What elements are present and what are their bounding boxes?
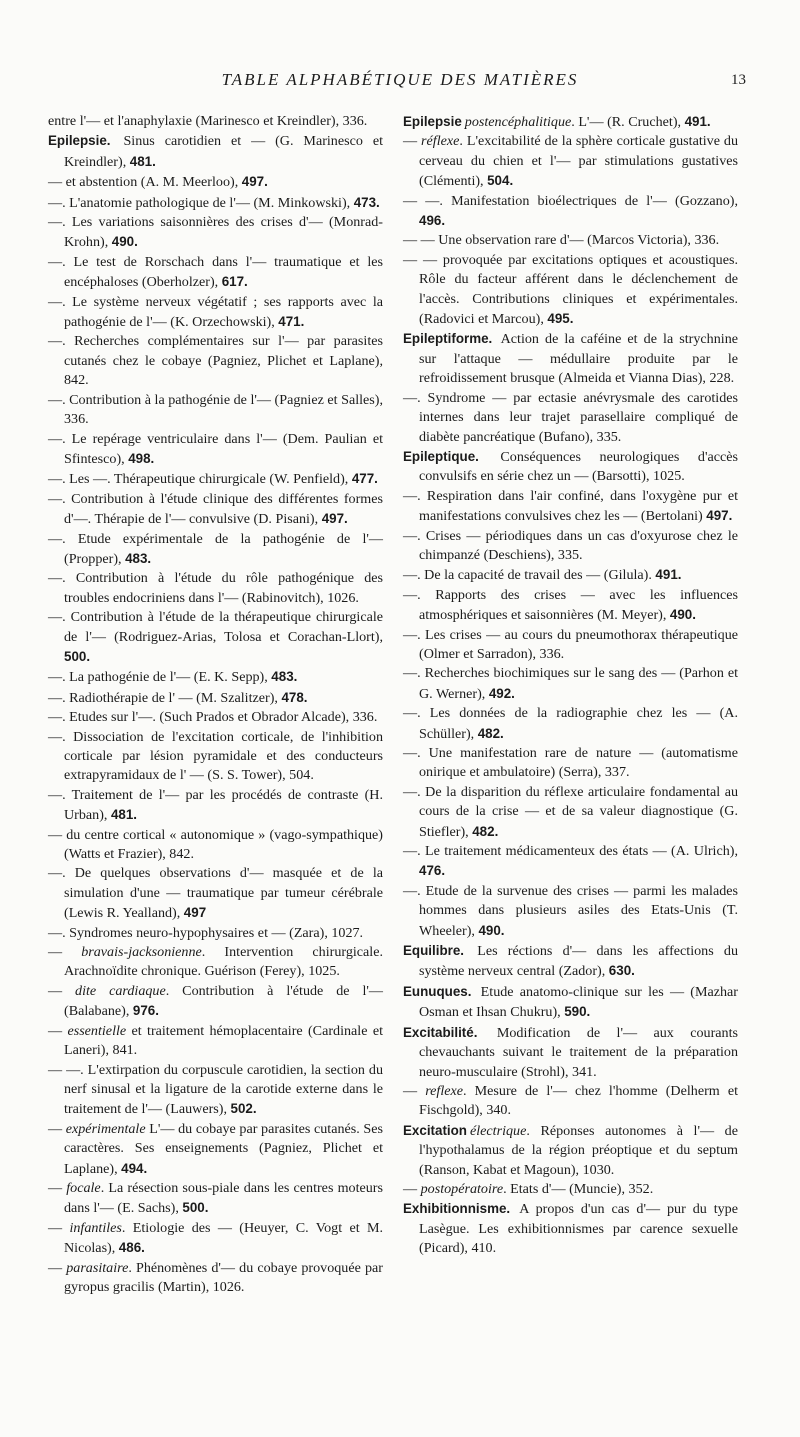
index-entry [403, 447, 738, 487]
index-entry [403, 1082, 738, 1121]
index-entry [48, 708, 383, 727]
entry-text: — [48, 1022, 68, 1039]
page-reference: 500. [182, 1200, 209, 1216]
index-keyword: Excitabilité. [403, 1024, 478, 1040]
page-reference: 492. [488, 685, 515, 701]
index-entry [48, 786, 383, 826]
index-entry [48, 1061, 383, 1120]
entry-text: focale [66, 1179, 101, 1196]
entry-text: — —. Manifestation bioélectriques de l'— (Gozzano), [403, 192, 738, 209]
entry-text: —. L'anatomie pathologique de l'— (M. Minkowski), [48, 194, 354, 211]
entry-text: —. Etudes sur l'—. (Such Prados et Obrador Alcade), 336. [48, 709, 378, 726]
index-keyword: Epileptique. [403, 448, 479, 464]
entry-text: expérimentale [65, 1120, 146, 1137]
index-entry [403, 112, 738, 132]
index-entry [48, 826, 383, 865]
entry-text: —. Contribution à l'étude du rôle pathogénique des troubles endocriniens dans l'— (Rabinovitch), 1026. [48, 570, 383, 606]
entry-text: — [403, 133, 422, 150]
entry-text: — et abstention (A. M. Meerloo), [48, 174, 242, 191]
entry-text: —. Crises — périodiques dans un cas d'oxyurose chez le chimpanzé (Deschiens), 335. [403, 527, 738, 563]
page-reference: 496. [419, 213, 446, 229]
entry-text: —. Les crises — au cours du pneumothorax thérapeutique (Olmer et Sarradon), 336. [403, 626, 738, 662]
page-reference: 494. [121, 1160, 148, 1176]
page-reference: 482. [472, 823, 499, 839]
entry-text: —. De la capacité de travail des — (Gilula). [403, 567, 656, 584]
page-reference: 477. [351, 471, 378, 487]
index-entry [403, 527, 738, 566]
index-entry [48, 1179, 383, 1219]
entry-text: —. Contribution à la pathogénie de l'— (Pagniez et Salles), 336. [48, 391, 383, 428]
index-entry [48, 608, 383, 667]
entry-text: . L'excitabilité de la sphère corticale gustative du cerveau du chien et l'— par stimulations gustatives (Clémenti), [419, 133, 738, 190]
page-reference: 497. [241, 174, 268, 190]
index-keyword: Exhibitionnisme. [403, 1201, 511, 1217]
index-entry [403, 251, 738, 330]
entry-text: bravais-jacksonienne [81, 944, 202, 961]
index-entry [403, 329, 738, 388]
index-entry [403, 783, 738, 842]
entry-text: —. Etude expérimentale de la pathogénie de l'— (Propper), [48, 530, 383, 567]
entry-text: —. Recherches complémentaires sur l'— par parasites cutanés chez le cobaye (Pagniez, Plichet et Laplane), 842. [48, 333, 383, 389]
entry-text: Sinus carotidien et — (G. Marinesco et Kreindler), [64, 133, 383, 170]
index-entry [48, 667, 383, 687]
page-reference: 491. [655, 567, 682, 583]
entry-text: — [48, 1120, 66, 1137]
entry-text: —. Etude de la survenue des crises — parmi les malades hommes dans plusieurs asiles des Etats-Unis (T. Wheeler), [403, 882, 738, 939]
entry-text: dite cardiaque [75, 982, 166, 999]
index-keyword: Eunuques. [403, 983, 472, 999]
index-entry [48, 172, 383, 192]
entry-text: —. Le traitement médicamenteux des états — (A. Ulrich), [403, 843, 738, 860]
running-title: TABLE ALPHABÉTIQUE DES MATIÈRES [221, 70, 579, 89]
entry-text: . Contribution à l'étude de l'— (Balabane), [64, 982, 383, 1020]
entry-text: Etude anatomo-clinique sur les — (Mazhar Osman et Ihsan Chukru), [419, 983, 738, 1021]
entry-text: —. Respiration dans l'air confiné, dans l'oxygène pur et manifestations convulsives chez les — (Bertolani) [403, 487, 738, 525]
index-keyword: Epilepsie [403, 114, 462, 129]
page-reference: 490. [111, 234, 138, 250]
entry-text: essentielle [67, 1022, 127, 1039]
index-entry [48, 253, 383, 293]
entry-text: —. Contribution à l'étude de la thérapeutique chirurgicale de l'— (Rodriguez-Arias, Tolosa et Corachan-Llort), [48, 609, 383, 645]
entry-text: L'— du cobaye par parasites cutanés. Ses caractères. Ses enseignements (Pagniez, Plichet et Laplane), [64, 1120, 383, 1177]
page-reference: 490. [669, 607, 696, 623]
entry-text: —. Recherches biochimiques sur le sang des — (Parhon et G. Werner), [403, 665, 738, 702]
index-entry [48, 530, 383, 570]
entry-text: et traitement hémoplacentaire (Cardinale et Laneri), 841. [64, 1022, 383, 1059]
entry-text: — [403, 1180, 421, 1197]
page-reference: 497. [321, 511, 348, 527]
entry-text: . Intervention chirurgicale. Arachnoïdite chronique. Guérison (Ferey), 1025. [64, 944, 383, 980]
page-reference: 481. [129, 153, 156, 169]
index-entry [403, 744, 738, 783]
index-entry [48, 1259, 383, 1298]
entry-text: —. Le repérage ventriculaire dans l'— (Dem. Paulian et Sfintesco), [48, 430, 383, 467]
index-entry [403, 565, 738, 585]
index-keyword: Equilibre. [403, 943, 465, 959]
index-entry [48, 569, 383, 608]
page-reference: 500. [64, 648, 91, 664]
index-entry [48, 943, 383, 982]
index-entry [403, 586, 738, 626]
page-reference: 486. [118, 1240, 145, 1256]
page-reference: 502. [230, 1101, 257, 1117]
index-entry [403, 389, 738, 447]
page-reference: 481. [110, 807, 138, 823]
page-reference: 498. [128, 450, 155, 466]
entry-text: —. Le test de Rorschach dans l'— traumatique et les encéphaloses (Oberholzer), [48, 253, 383, 291]
index-entry [48, 391, 383, 430]
index-keyword: Excitation [403, 1122, 467, 1138]
entry-text: — [48, 944, 82, 961]
index-entry [48, 688, 383, 708]
index-entry [48, 924, 383, 943]
index-entry [48, 490, 383, 530]
index-entry [48, 112, 383, 131]
index-entry [48, 1219, 383, 1259]
entry-text: Conséquences neurologiques d'accès convulsifs en série chez un — (Barsotti), 1025. [419, 448, 738, 485]
entry-text: . Réponses autonomes à l'— de l'hypothalamus de la région préoptique et du septum (Ranson, Kabat et Magoun), 1030. [419, 1122, 738, 1178]
entry-text: —. Syndrome — par ectasie anévrysmale des carotides internes dans leur trajet parasellaire compliqué de diabète pancréatique (Bufano), 335. [403, 389, 738, 445]
page-reference: 497. [706, 508, 733, 524]
entry-text: reflexe [425, 1082, 464, 1099]
index-entry [48, 430, 383, 470]
index-entry [403, 882, 738, 941]
index-entry [48, 982, 383, 1022]
entry-text: —. Les variations saisonnières des crises d'— (Monrad-Krohn), [48, 214, 383, 251]
entry-text: postencéphalitique [464, 114, 572, 130]
entry-text: — — Une observation rare d'— (Marcos Victoria), 336. [403, 232, 720, 249]
entry-text: —. Contribution à l'étude clinique des différentes formes d'—. Thérapie de l'— convulsive (D. Pisani), [48, 490, 383, 528]
entry-text: —. Traitement de l'— par les procédés de contraste (H. Urban), [48, 786, 383, 824]
entry-text: —. Radiothérapie de l' — (M. Szalitzer), [48, 689, 282, 706]
entry-text: —. Rapports des crises — avec les influences atmosphériques et saisonnières (M. Meyer), [403, 586, 738, 624]
entry-text: —. De la disparition du réflexe articulaire fondamental au cours de la crise — et de sa valeur diagnostique (G. Stiefler), [403, 783, 738, 840]
page-reference: 497 [183, 905, 207, 921]
entry-text: —. Les données de la radiographie chez les — (A. Schüller), [403, 705, 738, 742]
index-entry [48, 213, 383, 253]
entry-text: . Etiologie des — (Heuyer, C. Vogt et M. Nicolas), [64, 1219, 384, 1257]
index-entry [403, 132, 738, 191]
entry-text: —. Les —. Thérapeutique chirurgicale (W. Penfield), [48, 471, 352, 488]
index-column-left [48, 112, 383, 1297]
index-entry [403, 1023, 738, 1082]
page-number: 13 [731, 72, 746, 88]
entry-text: — —. L'extirpation du corpuscule carotidien, la section du nerf sinusal et la ligature de la carotide externe dans le traitement de l'— (Lauwers), [48, 1061, 383, 1118]
entry-text: . Phénomènes d'— du cobaye provoquée par gyropus gracilis (Martin), 1026. [64, 1259, 383, 1295]
entry-text: . Etats d'— (Muncie), 352. [503, 1180, 654, 1197]
entry-text: . L'— (R. Cruchet), [571, 114, 685, 130]
page-reference: 483. [271, 669, 298, 685]
entry-text: Modification de l'— aux courants chevauchants suivant le traitement de la préparation neuro-musculaire (Strohl), 341. [419, 1024, 738, 1080]
index-entry [403, 704, 738, 744]
entry-text: . Mesure de l'— chez l'homme (Delherm et Fischgold), 340. [419, 1082, 738, 1119]
index-entry [403, 664, 738, 704]
index-entry [403, 487, 738, 527]
entry-text: entre l'— et l'anaphylaxie (Marinesco et Kreindler), 336. [48, 113, 368, 129]
index-entry [403, 1121, 738, 1180]
entry-text: —. Le système nerveux végétatif ; ses rapports avec la pathogénie de l'— (K. Orzechowski), [48, 293, 383, 331]
entry-text: —. La pathogénie de l'— (E. K. Sepp), [48, 669, 272, 686]
page-reference: 495. [547, 311, 574, 327]
entry-text: parasitaire [66, 1259, 129, 1276]
page-reference: 473. [353, 194, 380, 210]
page-reference: 471. [278, 314, 305, 330]
entry-text: Action de la caféine et de la strychnine sur l'attaque — médullaire produite par le refroidissement brusque (Almeida et Vianna Dias), 228. [419, 331, 738, 387]
index-entry [48, 293, 383, 333]
page-reference: 476. [419, 863, 446, 879]
index-entry [403, 192, 738, 232]
entry-text: — — provoquée par excitations optiques et acoustiques. Rôle du facteur afférent dans le déclenchement de l'accès. Contributions cliniques et expérimentales. (Radovici et Marcou), [403, 251, 738, 328]
index-entry [48, 864, 383, 923]
index-entry [48, 332, 383, 390]
index-entry [48, 131, 383, 172]
index-entry [403, 941, 738, 982]
page-reference: 482. [477, 725, 504, 741]
entry-text: —. Syndromes neuro-hypophysaires et — (Zara), 1027. [48, 924, 364, 941]
index-entry [48, 728, 383, 786]
page-reference: 976. [132, 1003, 159, 1019]
entry-text: postopératoire [420, 1180, 504, 1197]
index-entry [48, 1022, 383, 1061]
index-entry [48, 193, 383, 213]
entry-text: —. Dissociation de l'excitation corticale, de l'inhibition corticale par lésion pyramidale et des conducteurs extrapyramidaux de l' — (S. S. Tower), 504. [48, 728, 383, 784]
entry-text: — [403, 1082, 426, 1099]
entry-text: — [48, 1259, 67, 1276]
page-reference: 617. [221, 274, 248, 290]
index-keyword: Epilepsie. [48, 133, 111, 149]
index-entry [403, 1180, 738, 1199]
index-entry [48, 469, 383, 489]
page-reference: 491. [684, 114, 711, 129]
page-reference: 490. [478, 922, 505, 938]
index-entry [403, 982, 738, 1023]
page-reference: 590. [564, 1004, 591, 1020]
index-entry [48, 1120, 383, 1179]
index-keyword: Epileptiforme. [403, 331, 493, 347]
index-entry [403, 1199, 738, 1258]
entry-text: —. Une manifestation rare de nature — (automatisme onirique et ambulatoire) (Serra), 337. [403, 745, 738, 781]
entry-text: infantiles [69, 1219, 122, 1236]
index-entry [403, 626, 738, 665]
entry-text: — [48, 1179, 67, 1196]
page-reference: 478. [281, 689, 308, 705]
index-entry [403, 842, 738, 882]
index-entry [403, 231, 738, 250]
entry-text: —. De quelques observations d'— masquée et de la simulation d'une — traumatique par tumeur cérébrale (Lewis R. Yealland), [48, 865, 383, 922]
entry-text: réflexe [421, 133, 460, 150]
index-column-right [403, 112, 738, 1259]
entry-text: — [48, 1219, 70, 1236]
entry-text: Les réctions d'— dans les affections du système nerveux central (Zador), [419, 943, 738, 980]
entry-text: — du centre cortical « autonomique » (vago-sympathique) (Watts et Frazier), 842. [48, 826, 383, 863]
page-reference: 504. [487, 173, 514, 189]
entry-text: A propos d'un cas d'— pur du type Lasègue. Les exhibitionnismes par carence sexuelle (Picard), 410. [419, 1201, 738, 1257]
page-reference: 630. [608, 963, 635, 979]
page-reference: 483. [125, 550, 152, 566]
entry-text: . La résection sous-piale dans les centres moteurs dans l'— (E. Sachs), [64, 1179, 383, 1217]
entry-text: — [48, 982, 76, 999]
entry-text: électrique [470, 1122, 527, 1139]
